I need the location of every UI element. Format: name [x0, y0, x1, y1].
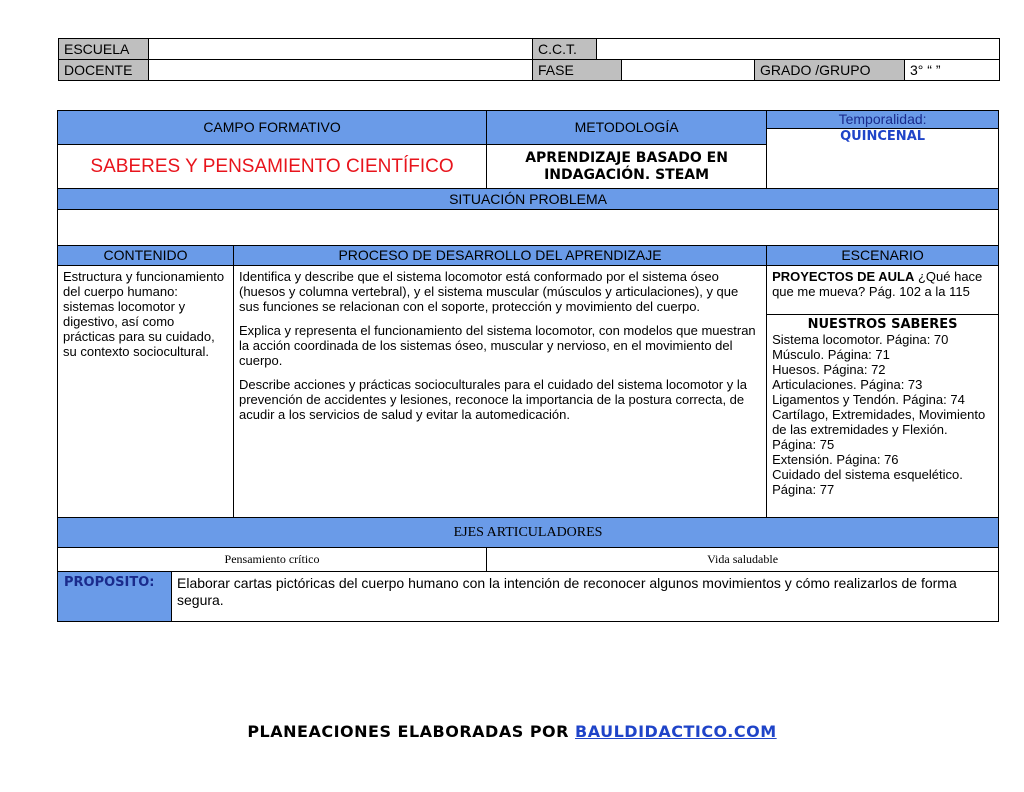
eje-item: Pensamiento crítico [58, 548, 487, 572]
proceso-cell [234, 266, 767, 518]
nuestros-saberes [767, 315, 998, 499]
contenido-label: CONTENIDO [58, 246, 234, 266]
saberes-item: Cartílago, Extremidades, Movimiento de las extremidades y Flexión. [772, 407, 986, 437]
escuela-field[interactable] [149, 39, 533, 60]
fase-field[interactable] [622, 60, 755, 81]
saberes-item: Cuidado del sistema esquelético. Página: 77 [772, 467, 963, 497]
proposito-value: Elaborar cartas pictóricas del cuerpo humano con la intención de reconocer algunos movimientos y cómo realizarlos de forma segura. [172, 572, 999, 622]
ejes-articuladores-label: EJES ARTICULADORES [58, 518, 999, 548]
proceso-label: PROCESO DE DESARROLLO DEL APRENDIZAJE [234, 246, 767, 266]
situacion-problema-label: SITUACIÓN PROBLEMA [58, 189, 999, 210]
proceso-item: Identifica y describe que el sistema locomotor está conformado por el sistema óseo (huesos y columna vertebral), y el sistema muscular (músculos y articulaciones), y que sus funciones se relacionan con el soporte, protección y movimiento del cuerpo. [239, 269, 739, 314]
contenido-value: Estructura y funcionamiento del cuerpo humano: sistemas locomotor y digestivo, así como prácticas para su cuidado, su contexto sociocultural. [58, 266, 234, 518]
cct-field[interactable] [597, 39, 1000, 60]
saberes-item: Huesos. Página: 72 [772, 362, 886, 377]
metodologia-value: APRENDIZAJE BASADO EN INDAGACIÓN. STEAM [487, 145, 767, 189]
campo-formativo-value: SABERES Y PENSAMIENTO CIENTÍFICO [58, 145, 487, 189]
footer-link[interactable]: BAULDIDACTICO.COM [575, 722, 777, 741]
campo-formativo-label: CAMPO FORMATIVO [58, 111, 487, 145]
temporalidad-label: Temporalidad: [767, 111, 998, 129]
cct-label: C.C.T. [533, 39, 597, 60]
proyectos-text: ¿Qué hace que me mueva? Pág. 102 a la 115 [772, 269, 983, 299]
saberes-item: Sistema locomotor. Página: 70 [772, 332, 949, 347]
saberes-item: Extensión. Página: 76 [772, 452, 899, 467]
saberes-item: Página: 75 [772, 437, 835, 452]
eje-item: Vida saludable [487, 548, 999, 572]
situacion-problema-field[interactable] [58, 210, 999, 246]
planning-table [57, 110, 999, 622]
footer [0, 722, 1024, 741]
proposito-label: PROPOSITO: [64, 575, 155, 590]
escenario-cell [767, 266, 999, 518]
metodologia-label: METODOLOGÍA [487, 111, 767, 145]
docente-field[interactable] [149, 60, 533, 81]
school-info-table [58, 38, 1000, 81]
footer-text: PLANEACIONES ELABORADAS POR [247, 722, 576, 741]
saberes-item: Músculo. Página: 71 [772, 347, 890, 362]
escenario-label: ESCENARIO [767, 246, 999, 266]
saberes-item: Ligamentos y Tendón. Página: 74 [772, 392, 965, 407]
saberes-item: Articulaciones. Página: 73 [772, 377, 923, 392]
fase-label: FASE [533, 60, 622, 81]
saberes-title: NUESTROS SABERES [807, 317, 958, 332]
docente-label: DOCENTE [59, 60, 149, 81]
temporalidad-value: QUINCENAL [840, 129, 926, 144]
temporalidad-cell [767, 111, 999, 189]
grado-field[interactable]: 3° “ ” [905, 60, 1000, 81]
proyectos-aula [767, 266, 998, 315]
escuela-label: ESCUELA [59, 39, 149, 60]
grado-label: GRADO /GRUPO [755, 60, 905, 81]
proyectos-label: PROYECTOS DE AULA [772, 269, 915, 284]
proposito-label-cell [58, 572, 172, 622]
proceso-item: Describe acciones y prácticas socioculturales para el cuidado del sistema locomotor y la prevención de accidentes y lesiones, reconoce la importancia de la postura correcta, de acudir a los servicios de salud y evitar la automedicación. [239, 377, 747, 422]
proceso-item: Explica y representa el funcionamiento del sistema locomotor, con modelos que muestran la acción coordinada de los sistemas óseo, muscular y nervioso, en el movimiento del cuerpo. [239, 323, 756, 368]
